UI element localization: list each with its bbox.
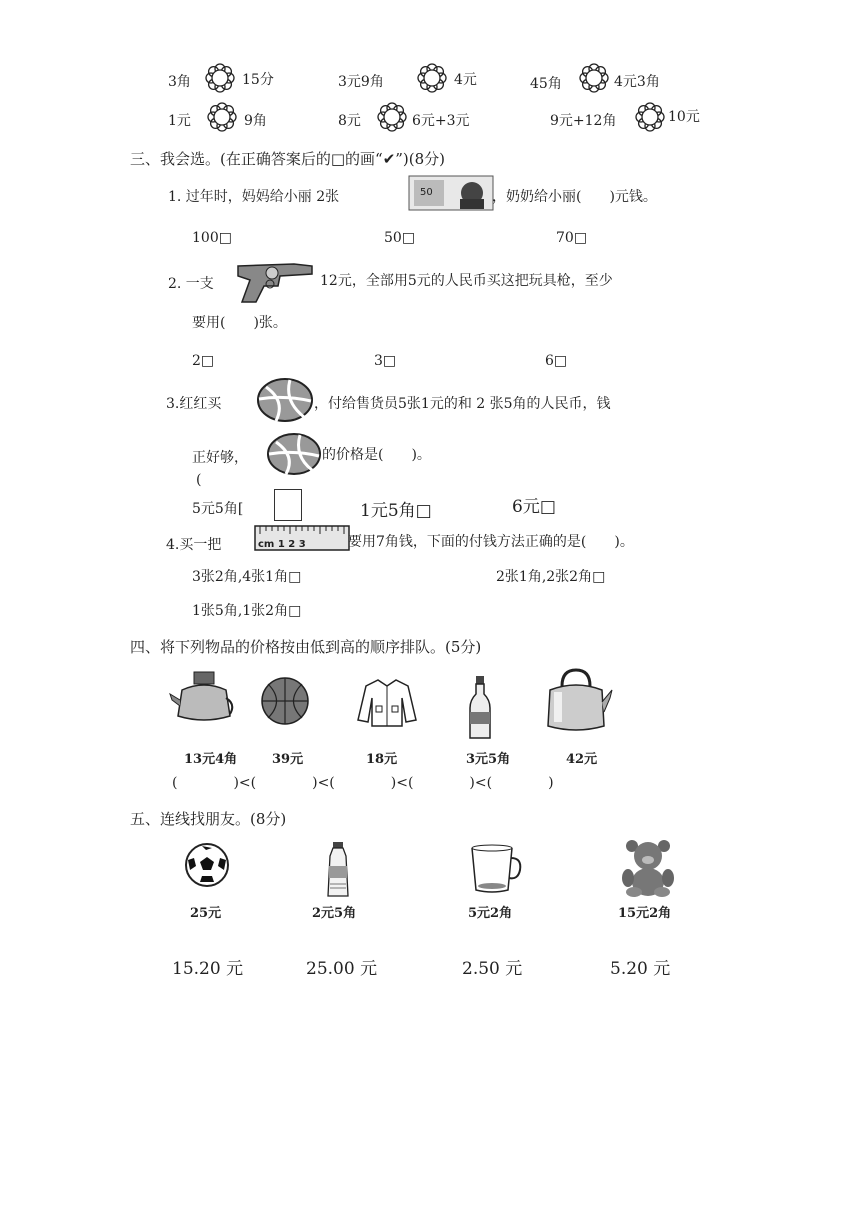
item-price: 25元 <box>190 906 222 921</box>
match-value[interactable]: 5.20 元 <box>610 959 671 979</box>
kettle-icon <box>168 670 236 724</box>
item-price: 13元4角 <box>184 752 238 767</box>
flower-circle-icon[interactable] <box>376 101 408 133</box>
glass-mug-icon <box>468 844 524 894</box>
compare-left: 3元9角 <box>338 74 384 90</box>
flower-circle-icon[interactable] <box>578 62 610 94</box>
item-price: 42元 <box>566 752 598 767</box>
q1-text-pre: 1. 过年时，妈妈给小丽 2张 <box>168 189 340 205</box>
q3-option-1[interactable]: 5元5角[ <box>192 501 244 517</box>
compare-right: 6元+3元 <box>412 113 470 129</box>
q2-text-pre: 2. 一支 <box>168 276 214 292</box>
q4-option-2[interactable]: 2张1角,2张2角□ <box>496 569 606 585</box>
compare-right: 4元 <box>454 72 477 88</box>
ruler-label: cm 1 2 3 <box>258 539 306 550</box>
q4-text-pre: 4.买一把 <box>166 537 222 553</box>
ball-icon <box>256 377 314 423</box>
ball-icon <box>266 432 322 476</box>
q4-option-3[interactable]: 1张5角,1张2角□ <box>192 603 302 619</box>
answer-box[interactable] <box>274 489 302 521</box>
match-value[interactable]: 25.00 元 <box>306 959 378 979</box>
soccer-ball-icon <box>184 842 230 888</box>
q1-option-2[interactable]: 50□ <box>384 230 416 246</box>
q1-text-post: ，奶奶给小丽( )元钱。 <box>492 189 657 205</box>
item-price: 5元2角 <box>468 906 513 921</box>
toy-gun-icon <box>234 256 318 304</box>
q3-option-2[interactable]: 1元5角□ <box>360 501 432 521</box>
basketball-icon <box>260 676 310 726</box>
q2-option-1[interactable]: 2□ <box>192 353 215 369</box>
compare-right: 9角 <box>244 113 267 129</box>
svg-text:50: 50 <box>420 187 433 198</box>
compare-left: 1元 <box>168 113 191 129</box>
compare-left: 8元 <box>338 113 361 129</box>
item-price: 2元5角 <box>312 906 357 921</box>
q4-text-post: 要用7角钱，下面的付钱方法正确的是( )。 <box>348 534 634 550</box>
q2-option-2[interactable]: 3□ <box>374 353 397 369</box>
banknote-50-icon <box>408 175 494 211</box>
q3-option-3[interactable]: 6元□ <box>512 497 556 517</box>
q3-text-line2-pre: 正好够， <box>192 450 248 466</box>
teddy-bear-icon <box>620 838 676 898</box>
water-bottle-icon <box>324 840 352 898</box>
flower-circle-icon[interactable] <box>634 101 666 133</box>
order-answer-line[interactable]: ( )<( )<( )<( )<( ) <box>172 775 554 791</box>
q4-option-1[interactable]: 3张2角,4张1角□ <box>192 569 302 585</box>
q2-text-line2: 要用( )张。 <box>192 315 287 331</box>
section-3-heading: 三、我会选。(在正确答案后的□的画“✔”)(8分) <box>130 150 446 168</box>
q3-text-post: ，付给售货员5张1元的和 2 张5角的人民币，钱 <box>314 396 611 412</box>
flower-circle-icon[interactable] <box>204 62 236 94</box>
q2-option-3[interactable]: 6□ <box>545 353 568 369</box>
bottle-icon <box>468 674 492 740</box>
match-value[interactable]: 15.20 元 <box>172 959 244 979</box>
jacket-icon <box>356 676 418 728</box>
q3-text-pre: 3.红红买 <box>166 396 222 412</box>
compare-right: 10元 <box>668 109 700 125</box>
item-price: 3元5角 <box>466 752 511 767</box>
item-price: 15元2角 <box>618 906 672 921</box>
steel-kettle-icon <box>544 666 614 734</box>
q2-text-post: 12元，全部用5元的人民币买这把玩具枪，至少 <box>320 273 613 289</box>
compare-left: 45角 <box>530 76 562 92</box>
flower-circle-icon[interactable] <box>416 62 448 94</box>
compare-left: 3角 <box>168 74 191 90</box>
section-5-heading: 五、连线找朋友。(8分) <box>130 810 287 828</box>
compare-left: 9元+12角 <box>550 113 617 129</box>
q1-option-3[interactable]: 70□ <box>556 230 588 246</box>
compare-right: 15分 <box>242 72 274 88</box>
q3-text-line2-post: 的价格是( )。 <box>322 447 431 463</box>
q1-option-1[interactable]: 100□ <box>192 230 232 246</box>
section-4-heading: 四、将下列物品的价格按由低到高的顺序排队。(5分) <box>130 638 482 656</box>
ruler-icon <box>254 524 350 552</box>
item-price: 18元 <box>366 752 398 767</box>
item-price: 39元 <box>272 752 304 767</box>
flower-circle-icon[interactable] <box>206 101 238 133</box>
q3-paren: ( <box>196 472 202 488</box>
compare-right: 4元3角 <box>614 74 660 90</box>
match-value[interactable]: 2.50 元 <box>462 959 523 979</box>
